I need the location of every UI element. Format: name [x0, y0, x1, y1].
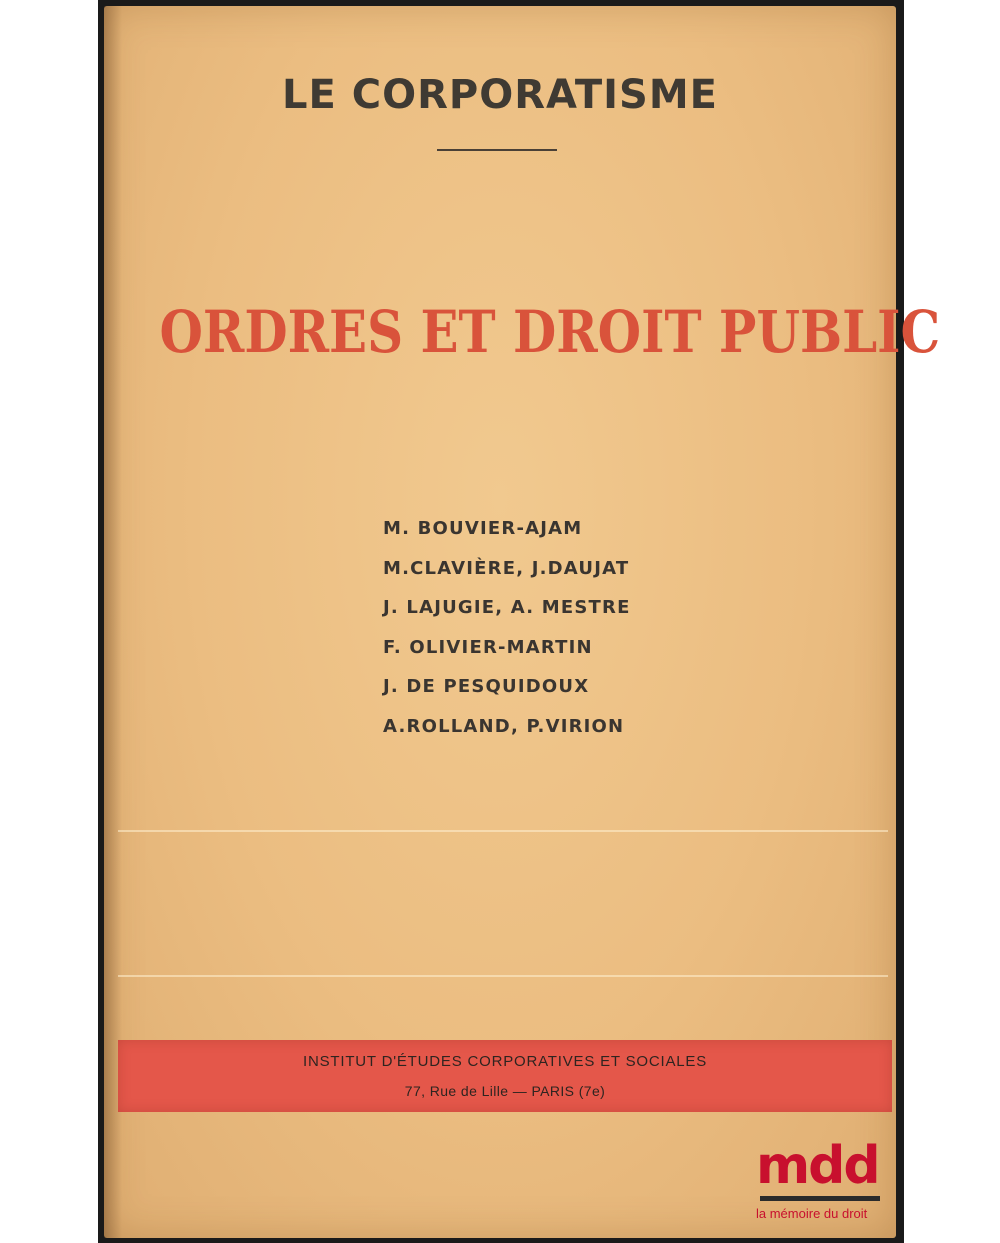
main-title: ORDRES ET DROIT PUBLIC — [159, 298, 941, 366]
author-line: F. OLIVIER-MARTIN — [383, 636, 593, 658]
author-line: A.ROLLAND, P.VIRION — [383, 715, 625, 737]
author-line: M.CLAVIÈRE, J.DAUJAT — [383, 557, 630, 579]
publisher-address: 77, Rue de Lille — PARIS (7e) — [404, 1083, 606, 1099]
fold-line — [118, 975, 888, 977]
logo-mark: mdd — [756, 1136, 879, 1196]
author-line: J. LAJUGIE, A. MESTRE — [383, 597, 631, 618]
fold-line — [118, 830, 888, 832]
publisher-band — [118, 1040, 892, 1112]
logo-rule — [760, 1196, 880, 1201]
author-list — [383, 516, 631, 753]
author-line: J. DE PESQUIDOUX — [383, 676, 590, 697]
author-line: M. BOUVIER-AJAM — [383, 518, 583, 539]
mdd-logo — [756, 1136, 886, 1228]
title-rule — [437, 149, 557, 151]
logo-caption: la mémoire du droit — [756, 1206, 868, 1221]
publisher-name: INSTITUT D'ÉTUDES CORPORATIVES ET SOCIALES — [302, 1053, 708, 1070]
series-title: LE CORPORATISME — [282, 72, 718, 118]
